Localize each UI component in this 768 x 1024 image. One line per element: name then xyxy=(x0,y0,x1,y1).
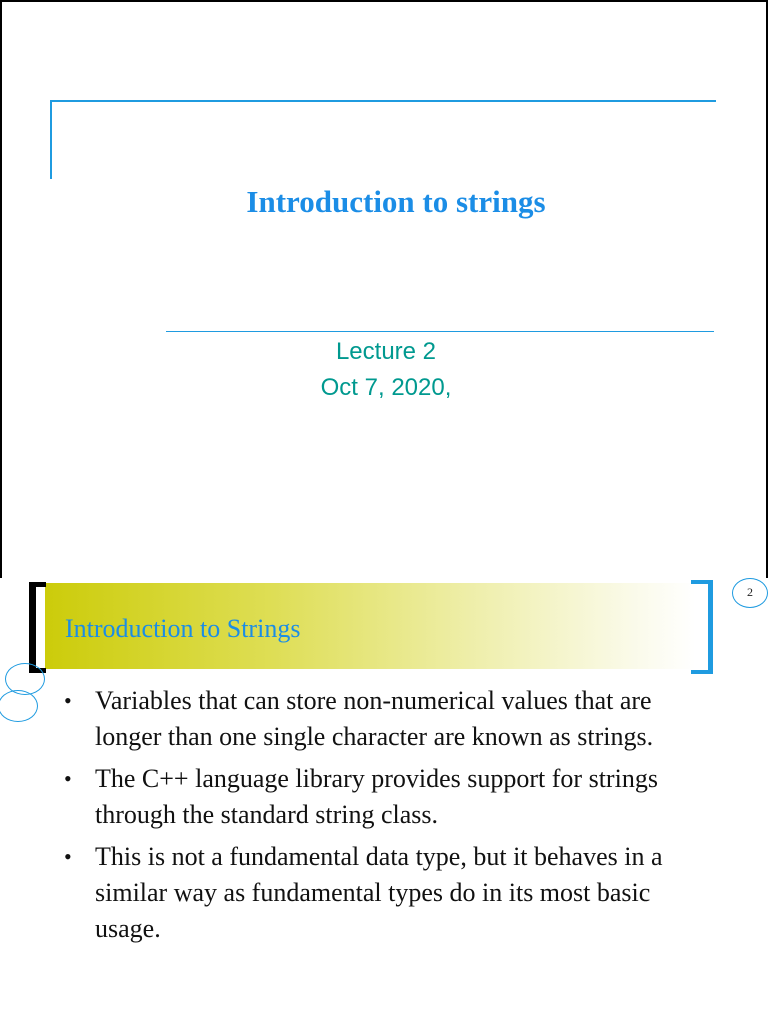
subtitle-lecture: Lecture 2 xyxy=(335,338,437,365)
bullet-item xyxy=(60,683,710,755)
bullet-item xyxy=(60,761,710,833)
bullet-text: The C++ language library provides support for strings through the standard string class. xyxy=(95,764,658,829)
slide-border-top xyxy=(0,0,768,2)
slide-title: Introduction to strings xyxy=(246,184,546,219)
bullet-text: This is not a fundamental data type, but it behaves in a similar way as fundamental types do in its most basic usage. xyxy=(95,842,663,943)
decor-line-left xyxy=(50,100,52,179)
bullet-icon: • xyxy=(64,688,72,713)
slide-border-left xyxy=(0,0,2,578)
bullet-text: Variables that can store non-numerical values that are longer than one single character are known as strings. xyxy=(95,686,654,751)
bullet-icon: • xyxy=(64,766,72,791)
page-number: 2 xyxy=(732,578,768,608)
subtitle-date: Oct 7, 2020, xyxy=(320,374,452,401)
slide-subtitle xyxy=(0,334,768,406)
bracket-right-decor xyxy=(691,580,713,674)
decor-line-middle xyxy=(166,331,714,332)
bullet-list xyxy=(60,683,710,953)
ring-decor-icon xyxy=(0,690,38,722)
bullet-icon: • xyxy=(64,844,72,869)
content-slide xyxy=(0,578,768,1024)
bracket-left-decor xyxy=(29,582,46,673)
bullet-item xyxy=(60,839,710,947)
slide-heading: Introduction to Strings xyxy=(65,614,301,643)
decor-line-top xyxy=(50,100,716,102)
